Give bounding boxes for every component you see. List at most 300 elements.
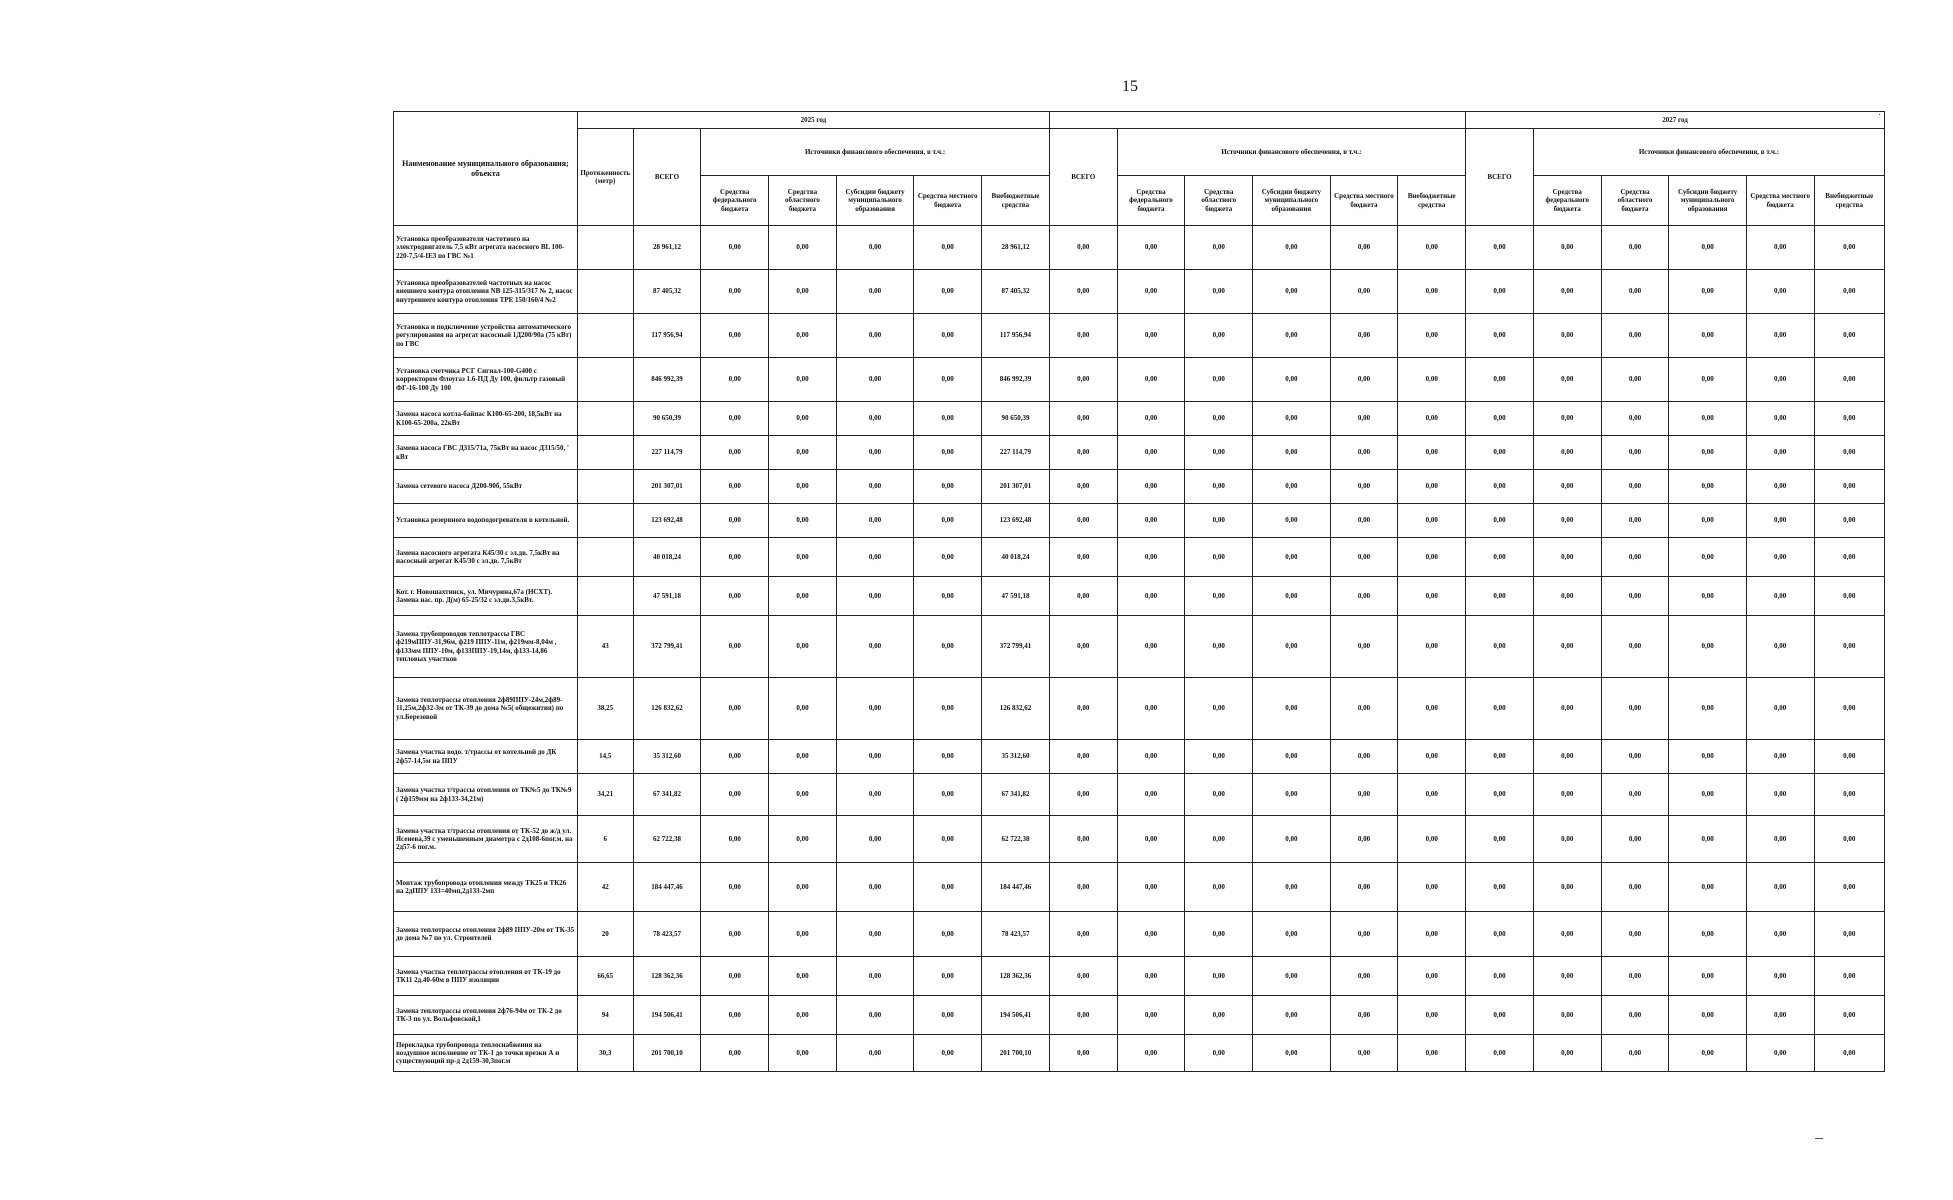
value-cell: 0,00 [1117, 358, 1185, 402]
local-2025-cell: 0,00 [914, 957, 982, 996]
value-cell: 0,00 [1049, 912, 1117, 957]
value-cell: 0,00 [1669, 314, 1746, 358]
value-cell: 0,00 [1669, 996, 1746, 1035]
table-row [394, 402, 1885, 436]
federal-2025-cell: 0,00 [701, 577, 769, 616]
value-cell: 0,00 [1814, 1035, 1884, 1072]
length-cell [577, 226, 633, 270]
total-2025-cell: 372 799,41 [633, 616, 701, 678]
value-cell: 0,00 [1814, 470, 1884, 504]
table-row [394, 912, 1885, 957]
value-cell: 0,00 [1601, 912, 1669, 957]
object-name: Замена участка водо. т/трассы от котельной до ДК 2ф57-14,5м на ППУ [394, 740, 578, 774]
table-row [394, 436, 1885, 470]
value-cell: 0,00 [1117, 226, 1185, 270]
value-cell: 0,00 [1049, 402, 1117, 436]
local-2025-cell: 0,00 [914, 270, 982, 314]
header-year-2026 [1049, 112, 1465, 129]
value-cell: 0,00 [1049, 996, 1117, 1035]
value-cell: 0,00 [1049, 577, 1117, 616]
value-cell: 0,00 [1049, 470, 1117, 504]
value-cell: 0,00 [1253, 996, 1330, 1035]
value-cell: 0,00 [1533, 538, 1601, 577]
header-length: Протяженность (метр) [577, 129, 633, 226]
header-source-2: Средства областного бюджета [769, 176, 837, 226]
value-cell: 0,00 [1185, 358, 1253, 402]
header-sources-2025: Источники финансового обеспечения, в т.ч.: [701, 129, 1050, 176]
total-2025-cell: 87 405,32 [633, 270, 701, 314]
header-source-4: Средства местного бюджета [1330, 176, 1398, 226]
value-cell: 0,00 [1185, 678, 1253, 740]
value-cell: 0,00 [1746, 226, 1814, 270]
local-2025-cell: 0,00 [914, 402, 982, 436]
value-cell: 0,00 [1253, 470, 1330, 504]
federal-2025-cell: 0,00 [701, 678, 769, 740]
length-cell [577, 470, 633, 504]
value-cell: 0,00 [1601, 1035, 1669, 1072]
header-source-5: Внебюджетные средства [1814, 176, 1884, 226]
local-2025-cell: 0,00 [914, 740, 982, 774]
value-cell: 0,00 [1398, 358, 1466, 402]
extrabudget-2025-cell: 47 591,18 [982, 577, 1050, 616]
value-cell: 0,00 [1330, 678, 1398, 740]
regional-2025-cell: 0,00 [769, 1035, 837, 1072]
value-cell: 0,00 [1746, 616, 1814, 678]
value-cell: 0,00 [1330, 957, 1398, 996]
value-cell: 0,00 [1185, 912, 1253, 957]
value-cell: 0,00 [1814, 774, 1884, 816]
subsidy-2025-cell: 0,00 [836, 816, 913, 863]
value-cell: 0,00 [1049, 957, 1117, 996]
value-cell: 0,00 [1814, 957, 1884, 996]
header-total-2027: ВСЕГО [1466, 129, 1534, 226]
value-cell: 0,00 [1669, 470, 1746, 504]
value-cell: 0,00 [1466, 538, 1534, 577]
object-name: Установка преобразователей частотных на насос внешнего контура отопления NB 125-315/317 № 2, насос внутреннего контура отопления TPE 150/160/4 №2 [394, 270, 578, 314]
value-cell: 0,00 [1330, 740, 1398, 774]
value-cell: 0,00 [1466, 402, 1534, 436]
table-row [394, 996, 1885, 1035]
value-cell: 0,00 [1330, 816, 1398, 863]
value-cell: 0,00 [1746, 957, 1814, 996]
length-cell [577, 270, 633, 314]
header-source-5: Внебюджетные средства [1398, 176, 1466, 226]
header-source-3: Субсидии бюджету муниципального образования [836, 176, 913, 226]
value-cell: 0,00 [1533, 912, 1601, 957]
value-cell: 0,00 [1398, 996, 1466, 1035]
object-name: Замена насоса ГВС Д315/71а, 75кВт на насос Д315/50, ' кВт [394, 436, 578, 470]
value-cell: 0,00 [1601, 740, 1669, 774]
corner-mark: ˙ [1878, 113, 1882, 124]
local-2025-cell: 0,00 [914, 816, 982, 863]
value-cell: 0,00 [1533, 957, 1601, 996]
value-cell: 0,00 [1814, 678, 1884, 740]
value-cell: 0,00 [1533, 470, 1601, 504]
value-cell: 0,00 [1185, 863, 1253, 912]
value-cell: 0,00 [1466, 616, 1534, 678]
length-cell [577, 577, 633, 616]
subsidy-2025-cell: 0,00 [836, 957, 913, 996]
total-2025-cell: 47 591,18 [633, 577, 701, 616]
length-cell: 34,21 [577, 774, 633, 816]
subsidy-2025-cell: 0,00 [836, 358, 913, 402]
value-cell: 0,00 [1466, 436, 1534, 470]
table-row [394, 470, 1885, 504]
value-cell: 0,00 [1185, 996, 1253, 1035]
local-2025-cell: 0,00 [914, 470, 982, 504]
table-row [394, 863, 1885, 912]
regional-2025-cell: 0,00 [769, 577, 837, 616]
federal-2025-cell: 0,00 [701, 402, 769, 436]
federal-2025-cell: 0,00 [701, 774, 769, 816]
local-2025-cell: 0,00 [914, 996, 982, 1035]
value-cell: 0,00 [1601, 957, 1669, 996]
value-cell: 0,00 [1814, 504, 1884, 538]
value-cell: 0,00 [1253, 314, 1330, 358]
header-name-column: Наименование муниципального образования; объекта [394, 112, 578, 226]
value-cell: 0,00 [1253, 740, 1330, 774]
value-cell: 0,00 [1398, 402, 1466, 436]
value-cell: 0,00 [1330, 402, 1398, 436]
object-name: Замена участка т/трассы отопления от ТК№5 до ТК№9 ( 2ф159мм на 2ф133-34,21м) [394, 774, 578, 816]
subsidy-2025-cell: 0,00 [836, 577, 913, 616]
object-name: Замена теплотрассы отопления 2ф89ППУ-24м,2ф89-11,25м,2ф32-3м от ТК-39 до дома №5( общежития) по ул.Березовой [394, 678, 578, 740]
value-cell: 0,00 [1466, 504, 1534, 538]
value-cell: 0,00 [1049, 863, 1117, 912]
regional-2025-cell: 0,00 [769, 470, 837, 504]
extrabudget-2025-cell: 126 832,62 [982, 678, 1050, 740]
value-cell: 0,00 [1533, 1035, 1601, 1072]
total-2025-cell: 126 832,62 [633, 678, 701, 740]
value-cell: 0,00 [1669, 358, 1746, 402]
table-row [394, 774, 1885, 816]
regional-2025-cell: 0,00 [769, 616, 837, 678]
value-cell: 0,00 [1533, 270, 1601, 314]
value-cell: 0,00 [1117, 816, 1185, 863]
local-2025-cell: 0,00 [914, 577, 982, 616]
federal-2025-cell: 0,00 [701, 226, 769, 270]
value-cell: 0,00 [1746, 678, 1814, 740]
value-cell: 0,00 [1814, 538, 1884, 577]
value-cell: 0,00 [1117, 504, 1185, 538]
regional-2025-cell: 0,00 [769, 678, 837, 740]
value-cell: 0,00 [1398, 616, 1466, 678]
header-source-2: Средства областного бюджета [1185, 176, 1253, 226]
value-cell: 0,00 [1466, 863, 1534, 912]
federal-2025-cell: 0,00 [701, 270, 769, 314]
value-cell: 0,00 [1466, 358, 1534, 402]
value-cell: 0,00 [1398, 270, 1466, 314]
value-cell: 0,00 [1185, 616, 1253, 678]
local-2025-cell: 0,00 [914, 436, 982, 470]
subsidy-2025-cell: 0,00 [836, 402, 913, 436]
value-cell: 0,00 [1330, 436, 1398, 470]
object-name: Замена насоса котла-байпас К100-65-200, 18,5кВт на К100-65-200а, 22кВт [394, 402, 578, 436]
value-cell: 0,00 [1746, 577, 1814, 616]
table-row [394, 314, 1885, 358]
value-cell: 0,00 [1049, 358, 1117, 402]
value-cell: 0,00 [1398, 504, 1466, 538]
value-cell: 0,00 [1533, 314, 1601, 358]
value-cell: 0,00 [1253, 226, 1330, 270]
object-name: Замена участка т/трассы отопления от ТК-52 до ж/д ул. Ясенева,39 с уменьшенным диаметра с 2д108-6пог.м. на 2д57-6 пог.м. [394, 816, 578, 863]
federal-2025-cell: 0,00 [701, 470, 769, 504]
value-cell: 0,00 [1814, 816, 1884, 863]
object-name: Замена участка теплотрассы отопления от ТК-19 до ТК11 2д.40-60м в ППУ изоляции [394, 957, 578, 996]
local-2025-cell: 0,00 [914, 912, 982, 957]
value-cell: 0,00 [1185, 538, 1253, 577]
value-cell: 0,00 [1049, 314, 1117, 358]
header-source-1: Средства федерального бюджета [1117, 176, 1185, 226]
federal-2025-cell: 0,00 [701, 436, 769, 470]
length-cell [577, 402, 633, 436]
length-cell: 42 [577, 863, 633, 912]
value-cell: 0,00 [1398, 577, 1466, 616]
table-row [394, 1035, 1885, 1072]
value-cell: 0,00 [1253, 577, 1330, 616]
local-2025-cell: 0,00 [914, 678, 982, 740]
value-cell: 0,00 [1253, 863, 1330, 912]
value-cell: 0,00 [1601, 504, 1669, 538]
value-cell: 0,00 [1814, 863, 1884, 912]
value-cell: 0,00 [1398, 314, 1466, 358]
header-source-1: Средства федерального бюджета [701, 176, 769, 226]
subsidy-2025-cell: 0,00 [836, 538, 913, 577]
value-cell: 0,00 [1117, 270, 1185, 314]
value-cell: 0,00 [1398, 863, 1466, 912]
value-cell: 0,00 [1117, 740, 1185, 774]
value-cell: 0,00 [1746, 1035, 1814, 1072]
value-cell: 0,00 [1330, 270, 1398, 314]
value-cell: 0,00 [1398, 740, 1466, 774]
extrabudget-2025-cell: 90 650,39 [982, 402, 1050, 436]
value-cell: 0,00 [1746, 816, 1814, 863]
total-2025-cell: 128 362,36 [633, 957, 701, 996]
header-total-2025: ВСЕГО [633, 129, 701, 226]
value-cell: 0,00 [1253, 616, 1330, 678]
value-cell: 0,00 [1669, 774, 1746, 816]
value-cell: 0,00 [1330, 538, 1398, 577]
header-sources-2026: Источники финансового обеспечения, в т.ч.: [1117, 129, 1465, 176]
value-cell: 0,00 [1746, 504, 1814, 538]
value-cell: 0,00 [1746, 436, 1814, 470]
regional-2025-cell: 0,00 [769, 863, 837, 912]
regional-2025-cell: 0,00 [769, 358, 837, 402]
total-2025-cell: 67 341,82 [633, 774, 701, 816]
value-cell: 0,00 [1185, 314, 1253, 358]
value-cell: 0,00 [1533, 226, 1601, 270]
value-cell: 0,00 [1669, 912, 1746, 957]
value-cell: 0,00 [1533, 678, 1601, 740]
total-2025-cell: 123 692,48 [633, 504, 701, 538]
total-2025-cell: 184 447,46 [633, 863, 701, 912]
document-sheet [393, 111, 1885, 1136]
table-row [394, 270, 1885, 314]
extrabudget-2025-cell: 67 341,82 [982, 774, 1050, 816]
table-row [394, 616, 1885, 678]
value-cell: 0,00 [1049, 740, 1117, 774]
value-cell: 0,00 [1814, 226, 1884, 270]
value-cell: 0,00 [1466, 912, 1534, 957]
subsidy-2025-cell: 0,00 [836, 504, 913, 538]
local-2025-cell: 0,00 [914, 616, 982, 678]
financing-table [393, 111, 1885, 1072]
object-name: Установка и подключение устройства автоматического регулирования на агрегат насосный 1Д200/90а (75 кВт) по ГВС [394, 314, 578, 358]
federal-2025-cell: 0,00 [701, 816, 769, 863]
value-cell: 0,00 [1746, 538, 1814, 577]
value-cell: 0,00 [1669, 957, 1746, 996]
header-source-5: Внебюджетные средства [982, 176, 1050, 226]
federal-2025-cell: 0,00 [701, 957, 769, 996]
extrabudget-2025-cell: 123 692,48 [982, 504, 1050, 538]
value-cell: 0,00 [1533, 863, 1601, 912]
value-cell: 0,00 [1466, 678, 1534, 740]
value-cell: 0,00 [1601, 270, 1669, 314]
total-2025-cell: 117 956,94 [633, 314, 701, 358]
regional-2025-cell: 0,00 [769, 314, 837, 358]
table-row [394, 577, 1885, 616]
value-cell: 0,00 [1669, 678, 1746, 740]
value-cell: 0,00 [1185, 436, 1253, 470]
value-cell: 0,00 [1669, 270, 1746, 314]
federal-2025-cell: 0,00 [701, 538, 769, 577]
total-2025-cell: 90 650,39 [633, 402, 701, 436]
value-cell: 0,00 [1253, 538, 1330, 577]
header-source-2: Средства областного бюджета [1601, 176, 1669, 226]
value-cell: 0,00 [1117, 1035, 1185, 1072]
length-cell [577, 504, 633, 538]
value-cell: 0,00 [1814, 912, 1884, 957]
value-cell: 0,00 [1533, 436, 1601, 470]
value-cell: 0,00 [1398, 1035, 1466, 1072]
value-cell: 0,00 [1330, 616, 1398, 678]
regional-2025-cell: 0,00 [769, 504, 837, 538]
value-cell: 0,00 [1049, 226, 1117, 270]
local-2025-cell: 0,00 [914, 314, 982, 358]
regional-2025-cell: 0,00 [769, 226, 837, 270]
extrabudget-2025-cell: 194 506,41 [982, 996, 1050, 1035]
value-cell: 0,00 [1601, 314, 1669, 358]
value-cell: 0,00 [1669, 816, 1746, 863]
object-name: Замена насосного агрегата К45/30 с эл.дв. 7,5кВт на насосный агрегат К45/30 с эл.дв. 7,5кВт [394, 538, 578, 577]
value-cell: 0,00 [1049, 504, 1117, 538]
total-2025-cell: 78 423,57 [633, 912, 701, 957]
value-cell: 0,00 [1814, 270, 1884, 314]
value-cell: 0,00 [1185, 816, 1253, 863]
value-cell: 0,00 [1253, 436, 1330, 470]
value-cell: 0,00 [1330, 863, 1398, 912]
extrabudget-2025-cell: 201 700,10 [982, 1035, 1050, 1072]
federal-2025-cell: 0,00 [701, 912, 769, 957]
value-cell: 0,00 [1533, 740, 1601, 774]
table-row [394, 957, 1885, 996]
value-cell: 0,00 [1253, 678, 1330, 740]
length-cell: 94 [577, 996, 633, 1035]
value-cell: 0,00 [1601, 538, 1669, 577]
value-cell: 0,00 [1533, 816, 1601, 863]
total-2025-cell: 28 961,12 [633, 226, 701, 270]
length-cell [577, 538, 633, 577]
value-cell: 0,00 [1669, 402, 1746, 436]
federal-2025-cell: 0,00 [701, 1035, 769, 1072]
extrabudget-2025-cell: 78 423,57 [982, 912, 1050, 957]
length-cell: 6 [577, 816, 633, 863]
value-cell: 0,00 [1049, 270, 1117, 314]
value-cell: 0,00 [1253, 1035, 1330, 1072]
value-cell: 0,00 [1466, 774, 1534, 816]
object-name: Замена сетевого насоса Д200-90б, 55кВт [394, 470, 578, 504]
federal-2025-cell: 0,00 [701, 996, 769, 1035]
subsidy-2025-cell: 0,00 [836, 470, 913, 504]
subsidy-2025-cell: 0,00 [836, 912, 913, 957]
extrabudget-2025-cell: 87 405,32 [982, 270, 1050, 314]
value-cell: 0,00 [1669, 577, 1746, 616]
value-cell: 0,00 [1117, 470, 1185, 504]
value-cell: 0,00 [1814, 436, 1884, 470]
value-cell: 0,00 [1746, 912, 1814, 957]
extrabudget-2025-cell: 40 018,24 [982, 538, 1050, 577]
regional-2025-cell: 0,00 [769, 740, 837, 774]
local-2025-cell: 0,00 [914, 863, 982, 912]
object-name: Замена теплотрассы отопления 2ф89 ППУ-20м от ТК-35 до дома №7 по ул. Строителей [394, 912, 578, 957]
value-cell: 0,00 [1330, 912, 1398, 957]
value-cell: 0,00 [1601, 226, 1669, 270]
header-source-4: Средства местного бюджета [914, 176, 982, 226]
header-source-4: Средства местного бюджета [1746, 176, 1814, 226]
value-cell: 0,00 [1185, 577, 1253, 616]
value-cell: 0,00 [1669, 226, 1746, 270]
table-row [394, 678, 1885, 740]
header-source-3: Субсидии бюджету муниципального образования [1669, 176, 1746, 226]
value-cell: 0,00 [1117, 436, 1185, 470]
value-cell: 0,00 [1466, 314, 1534, 358]
object-name: Установка счетчика РСГ Сигнал-100-G400 с корректором Флоугаз 1.6-ПД Ду 100, фильтр газовый ФГ-16-100 Ду 100 [394, 358, 578, 402]
value-cell: 0,00 [1746, 402, 1814, 436]
value-cell: 0,00 [1746, 996, 1814, 1035]
value-cell: 0,00 [1185, 270, 1253, 314]
value-cell: 0,00 [1533, 577, 1601, 616]
regional-2025-cell: 0,00 [769, 436, 837, 470]
value-cell: 0,00 [1398, 436, 1466, 470]
value-cell: 0,00 [1601, 863, 1669, 912]
value-cell: 0,00 [1117, 863, 1185, 912]
total-2025-cell: 62 722,38 [633, 816, 701, 863]
regional-2025-cell: 0,00 [769, 402, 837, 436]
value-cell: 0,00 [1814, 577, 1884, 616]
value-cell: 0,00 [1330, 996, 1398, 1035]
page-number: 15 [1122, 78, 1138, 95]
length-cell [577, 358, 633, 402]
value-cell: 0,00 [1746, 863, 1814, 912]
length-cell: 20 [577, 912, 633, 957]
value-cell: 0,00 [1330, 577, 1398, 616]
subsidy-2025-cell: 0,00 [836, 863, 913, 912]
subsidy-2025-cell: 0,00 [836, 740, 913, 774]
object-name: Установка преобразователя частотного на электродвигатель 7,5 кВт агрегата насосного BL 100-220-7,5/4-IE3 по ГВС №1 [394, 226, 578, 270]
footer-mark [1815, 1138, 1823, 1139]
length-cell: 14,5 [577, 740, 633, 774]
value-cell: 0,00 [1601, 996, 1669, 1035]
length-cell [577, 314, 633, 358]
value-cell: 0,00 [1049, 538, 1117, 577]
value-cell: 0,00 [1746, 358, 1814, 402]
federal-2025-cell: 0,00 [701, 314, 769, 358]
value-cell: 0,00 [1398, 774, 1466, 816]
value-cell: 0,00 [1601, 577, 1669, 616]
length-cell: 30,3 [577, 1035, 633, 1072]
federal-2025-cell: 0,00 [701, 740, 769, 774]
subsidy-2025-cell: 0,00 [836, 226, 913, 270]
